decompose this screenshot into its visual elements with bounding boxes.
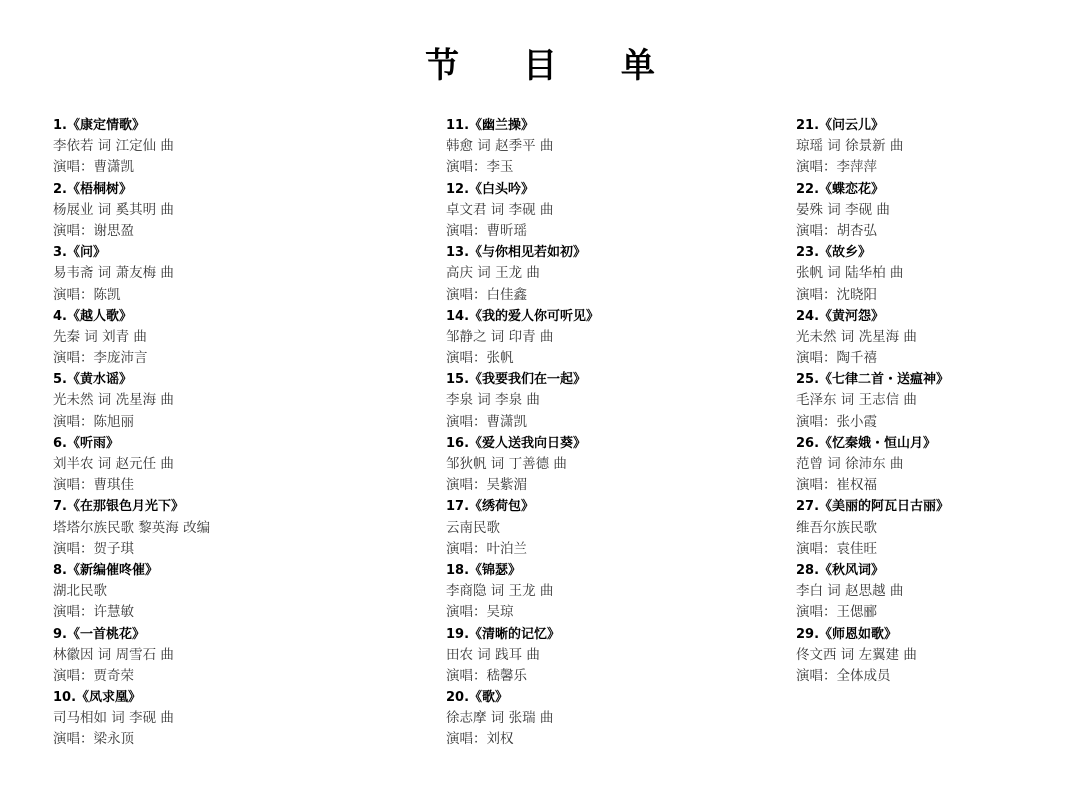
song-performer: 演唱：沈晓阳 xyxy=(796,286,877,303)
song-credits: 李商隐 词 王龙 曲 xyxy=(446,583,554,600)
song-credits: 先秦 词 刘青 曲 xyxy=(53,328,147,345)
program-item xyxy=(796,115,1080,179)
program-item xyxy=(796,242,1080,306)
program-column-3 xyxy=(796,115,1080,687)
song-performer: 演唱：李玉 xyxy=(446,159,514,176)
song-title: 13.《与你相见若如初》 xyxy=(446,245,587,261)
song-credits: 塔塔尔族民歌 黎英海 改编 xyxy=(53,519,211,536)
song-title: 3.《问》 xyxy=(53,245,106,261)
program-item xyxy=(446,560,806,624)
song-title: 14.《我的爱人你可听见》 xyxy=(446,308,600,324)
song-credits: 光未然 词 冼星海 曲 xyxy=(53,392,174,409)
song-performer: 演唱：全体成员 xyxy=(796,667,891,684)
song-credits: 光未然 词 冼星海 曲 xyxy=(796,328,917,345)
song-title: 11.《幽兰操》 xyxy=(446,118,535,133)
song-performer: 演唱：李萍萍 xyxy=(796,159,877,176)
song-title: 5.《黄水谣》 xyxy=(53,372,132,388)
program-item xyxy=(53,306,413,370)
song-performer: 演唱：吴琼 xyxy=(446,604,514,621)
song-performer: 演唱：崔权福 xyxy=(796,477,877,494)
song-title: 19.《清晰的记忆》 xyxy=(446,626,561,642)
song-performer: 演唱：白佳鑫 xyxy=(446,286,527,303)
program-item xyxy=(53,242,413,306)
song-performer: 演唱：曹琪佳 xyxy=(53,477,134,494)
program-item xyxy=(796,306,1080,370)
song-credits: 湖北民歌 xyxy=(53,583,107,600)
song-performer: 演唱：张帆 xyxy=(446,350,514,367)
song-credits: 晏殊 词 李砚 曲 xyxy=(796,201,890,218)
song-title: 24.《黄河怨》 xyxy=(796,308,885,324)
song-title: 21.《问云儿》 xyxy=(796,118,885,133)
song-credits: 邹静之 词 印青 曲 xyxy=(446,328,554,345)
song-performer: 演唱：贾奇荣 xyxy=(53,667,134,684)
song-credits: 李泉 词 李泉 曲 xyxy=(446,392,540,409)
song-performer: 演唱：陶千禧 xyxy=(796,350,877,367)
song-title: 2.《梧桐树》 xyxy=(53,181,132,197)
song-performer: 演唱：许慧敏 xyxy=(53,604,134,621)
song-title: 8.《新编催咚催》 xyxy=(53,562,158,578)
song-title: 25.《七律二首・送瘟神》 xyxy=(796,372,950,388)
program-item xyxy=(446,496,806,560)
song-title: 9.《一首桃花》 xyxy=(53,626,145,642)
song-title: 15.《我要我们在一起》 xyxy=(446,372,587,388)
song-credits: 田农 词 践耳 曲 xyxy=(446,646,540,663)
song-credits: 邹狄帆 词 丁善德 曲 xyxy=(446,456,567,472)
program-item xyxy=(446,433,806,497)
song-performer: 演唱：张小霞 xyxy=(796,413,877,430)
song-credits: 琼瑶 词 徐景新 曲 xyxy=(796,138,904,155)
song-performer: 演唱：王偲郦 xyxy=(796,604,877,621)
song-performer: 演唱：贺子琪 xyxy=(53,540,134,557)
program-item xyxy=(796,496,1080,560)
song-credits: 刘半农 词 赵元任 曲 xyxy=(53,456,174,472)
song-credits: 林徽因 词 周雪石 曲 xyxy=(53,646,174,663)
program-item xyxy=(796,433,1080,497)
song-performer: 演唱：嵇馨乐 xyxy=(446,667,527,684)
song-title: 7.《在那银色月光下》 xyxy=(53,499,184,515)
program-item xyxy=(796,624,1080,688)
song-credits: 李依若 词 江定仙 曲 xyxy=(53,138,174,155)
program-item xyxy=(53,369,413,433)
program-item xyxy=(796,369,1080,433)
song-credits: 李白 词 赵思越 曲 xyxy=(796,583,904,600)
program-item xyxy=(53,687,413,751)
song-credits: 徐志摩 词 张瑞 曲 xyxy=(446,710,554,727)
song-credits: 高庆 词 王龙 曲 xyxy=(446,265,540,282)
song-credits: 张帆 词 陆华柏 曲 xyxy=(796,265,904,282)
song-title: 20.《歌》 xyxy=(446,690,509,706)
program-item xyxy=(53,433,413,497)
song-performer: 演唱：曹潇凯 xyxy=(446,413,527,430)
song-title: 22.《蝶恋花》 xyxy=(796,181,885,197)
song-title: 26.《忆秦娥・恒山月》 xyxy=(796,435,937,451)
song-title: 23.《故乡》 xyxy=(796,245,872,261)
song-credits: 易韦斋 词 萧友梅 曲 xyxy=(53,265,174,282)
song-performer: 演唱：刘权 xyxy=(446,731,514,748)
song-title: 4.《越人歌》 xyxy=(53,308,132,324)
song-performer: 演唱：吴紫湄 xyxy=(446,477,527,494)
song-title: 28.《秋风词》 xyxy=(796,562,885,578)
song-performer: 演唱：曹潇凯 xyxy=(53,159,134,176)
song-performer: 演唱：叶泊兰 xyxy=(446,540,527,557)
program-column-2 xyxy=(446,115,806,751)
page-title: 节 目 单 xyxy=(425,46,681,86)
song-title: 27.《美丽的阿瓦日古丽》 xyxy=(796,499,950,515)
song-performer: 演唱：陈凯 xyxy=(53,286,121,303)
song-performer: 演唱：陈旭丽 xyxy=(53,413,134,430)
song-title: 29.《师恩如歌》 xyxy=(796,626,898,642)
program-item xyxy=(446,306,806,370)
song-credits: 云南民歌 xyxy=(446,519,500,536)
program-item xyxy=(446,624,806,688)
program-item xyxy=(796,560,1080,624)
song-credits: 维吾尔族民歌 xyxy=(796,519,877,536)
program-item xyxy=(446,369,806,433)
song-title: 6.《听雨》 xyxy=(53,435,119,451)
song-credits: 司马相如 词 李砚 曲 xyxy=(53,710,174,727)
song-credits: 韩愈 词 赵季平 曲 xyxy=(446,138,554,155)
program-item xyxy=(446,115,806,179)
song-performer: 演唱：袁佳旺 xyxy=(796,540,877,557)
song-title: 16.《爱人送我向日葵》 xyxy=(446,435,587,451)
program-item xyxy=(446,687,806,751)
program-item xyxy=(53,560,413,624)
song-performer: 演唱：谢思盈 xyxy=(53,222,134,239)
song-credits: 卓文君 词 李砚 曲 xyxy=(446,201,554,218)
song-title: 1.《康定情歌》 xyxy=(53,118,145,133)
song-performer: 演唱：曹昕瑶 xyxy=(446,222,527,239)
song-title: 17.《绣荷包》 xyxy=(446,499,535,515)
program-item xyxy=(446,242,806,306)
song-credits: 佟文西 词 左翼建 曲 xyxy=(796,646,917,663)
program-item xyxy=(53,624,413,688)
program-item xyxy=(796,179,1080,243)
program-item xyxy=(446,179,806,243)
song-performer: 演唱：梁永顶 xyxy=(53,731,134,748)
song-title: 18.《锦瑟》 xyxy=(446,562,522,578)
song-credits: 杨展业 词 奚其明 曲 xyxy=(53,201,174,218)
song-credits: 范曾 词 徐沛东 曲 xyxy=(796,456,904,472)
program-item xyxy=(53,115,413,179)
song-credits: 毛泽东 词 王志信 曲 xyxy=(796,392,917,409)
song-performer: 演唱：胡杏弘 xyxy=(796,222,877,239)
song-title: 12.《白头吟》 xyxy=(446,181,535,197)
program-item xyxy=(53,179,413,243)
song-performer: 演唱：李庞沛言 xyxy=(53,350,148,367)
song-title: 10.《凤求凰》 xyxy=(53,690,142,706)
program-column-1 xyxy=(53,115,413,751)
program-item xyxy=(53,496,413,560)
